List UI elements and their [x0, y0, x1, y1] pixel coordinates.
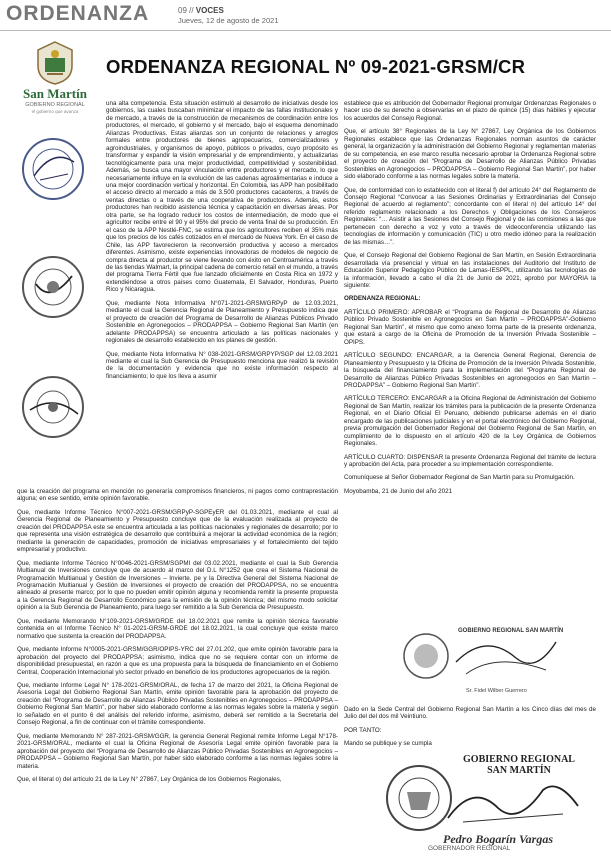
article-3: ARTÍCULO TERCERO: ENCARGAR a la Oficina Regional de Administración del Gobierno Regional de San Martín, realizar los trámites para la publicación de la presente Ordenanza Regional, en el Diario Oficial El Peruano, debiendo publicarse además en el diario encargado de las publicaciones judiciales y en el portal electrónico del Gobierno Regional, previa promulgación del Gobernador Regional del Gobierno Regional de San Martín, en cumplimiento de lo dispuesto en el artículo 420 de la Ley Orgánica de Gobiernos Regionales. [344, 395, 596, 448]
article-1: ARTÍCULO PRIMERO: APROBAR el “Programa de Regional de Desarrollo de Alianzas Público Privado Sostenible en Agronegocios en San Martín – PRODAPPSA”-Gobierno Regional San Martín”, el mismo que como anexo forma parte de la presente ordenanza, que estará a cargo de la Oficina de Promoción de la Inversión Privada Sostenible – OPIPS. [344, 308, 596, 346]
seal-stamp-3 [20, 374, 86, 440]
governor-signature-block [383, 752, 583, 852]
paragraph: una alta competencia. Esta situación estimuló al desarrollo de iniciativas desde los gobiernos, las cuales buscaban minimizar el impacto de las fallas institucionales y de mercado, a través de la construcción de mecanismos de coordinación entre los productores, el mercado, el gobierno y el mercado, bajo el esquema denominado Alianzas Productivas. Estas alianzas son un conjunto de relaciones y arreglos formales entre productores de bienes agropecuarios, comercializadores y agroindustriales, y organismos de apoyo, públicos o privados, cuyo propósito es transformar y expandir la visión empresarial y de emprendimiento, y actualizarlas tecnológicamente para una mejor productividad, competitividad y sostenibilidad. Además, se busca una mayor vinculación entre productores y el mercado, lo que necesariamente influye en la evolución de las cadenas agroalimentarias e induce a una mejor coordinación vertical y horizontal. En Colombia, las APP han posibilitado el acceso directo al mercado a más de 3.500 productores cacaoteros, a través de ventas directas o a través de una cooperativa de productores. Además, estos productores han recibido asistencia técnica y capacitación en diversas áreas. Por otra parte, se ha logrado reducir los costos de intermediación, de modo que el agricultor recibe entre el 90 y el 95% del precio de venta final de su producción. En el caso de la APP Nestlé-FNC, se estima que los agricultores reciben el 35% más que los precios de los cafés cotizados en el mercado de Nueva York. En el caso de Chile, las APP favorecieron la reconversión productiva y acceso a mercados diferentes. Asimismo, existe experiencias innovadoras de modelos de negocio de compra directa al productor se viene llevando con éxito en Centroamérica a través de las tiendas Walmart, la principal cadena de comercio retail en el mundo, a través del programa Tierra Fértil que fue lanzado oficialmente en Costa Rica en 1972 y extendiéndose a otros países como Guatemala, El Salvador, Honduras, Puerto Rico y Nicaragua. [106, 100, 338, 294]
paragraph: Que, mediante Informe Técnico N°007-2021-GRSM/GRPyP-SGPEyER del 01.03.2021, mediante el cual al Gerencia Regional de Planeamiento y Presupuesto concluye que de la evaluación realizada al proyecto de creación del PRODAPPSA este se encuentra articulada a las políticas nacionales y regionales de desarrollo; por lo que representa una visión estratégica de desarrollo que contribuirá a mejorar la actividad económica de la región; mediante la generación de capacidades, promoción de iniciativas empresariales y el fortalecimiento del tejido empresarial y productivo. [17, 508, 338, 554]
left-column [106, 100, 338, 386]
issue-line [178, 6, 224, 15]
gov-name: San Martín [23, 86, 87, 101]
gov-tagline: el gobierno que avanza [31, 109, 79, 114]
paragraph: Comuníquese al Señor Gobernador Regional de San Martín para su Promulgación. [344, 474, 575, 482]
paragraph: Que, mediante Nota Informativa N° 038-2021-GRSM/GRPYP/SGP del 12.03.2021 mediante el cual la Sub Gerencia de Presupuesto menciona que realizó la revisión de la documentación y evidencia que no existe información respecto al financiamiento; lo que los lleva a asumir [106, 350, 338, 380]
governor-name: Pedro Bogarín Vargas [443, 832, 554, 846]
section-heading: ORDENANZA REGIONAL: [344, 295, 421, 303]
paragraph: Que, mediante Nota Informativa N°071-2021-GRSM/GRPyP de 12.03.2021, mediante el cual la Gerencia Regional de Planeamiento y Presupuesto indica que el proyecto de creación del Programa de Desarrollo de Alianzas Públicos Privado Sostenible en Agronegocios – PRODAPPSA – Gobierno Regional San Martín (en adelante PRODAPPSA) se encuentra articulado a las políticas nacionales y regionales de desarrollo establecido en los planes de gestión. [106, 299, 338, 345]
paragraph: Que, el literal o) del artículo 21 de la Ley N° 27867, Ley Orgánica de los Gobiernos Regionales, [17, 775, 282, 783]
paragraph: Que, mediante Informe Legal N° 178-2021-GRSM/ORAL, de fecha 17 de marzo del 2021, la Oficina Regional de Asesoría Legal del Gobierno Regional San Martín, emite opinión favorable para la aprobación del proyecto de creación del “Programa de Desarrollo de Alianzas Público Privadas Sostenibles en Agronegocios – PRODAPPSA – Gobierno Regional San Martín”, por haber sido elaborado conforme a las normas legales sobre la materia y según lo señalado en el punto 6 del análisis del referido informe, asimismo, deberá ser remitido a la Secretaría del Consejo Regional, a fin de continuar con el trámite correspondiente. [17, 681, 338, 727]
left-column-continued [17, 488, 338, 789]
paragraph: Que, el artículo 38° Regionales de la Ley N° 27867, Ley Orgánica de los Gobiernos Regionales establece que las Ordenanzas Regionales norman asuntos de carácter general, la organización y la administración del Gobierno Regional y reglamentan materias de su competencia, en ese marco resulta necesario aprobar la Ordenanza Regional sobre el proyecto de creación del “Programa de Desarrollo de Alianzas Público Privadas Sostenibles en Agronegocios – PRODAPPSA – Gobierno Regional San Martín”, por haber sido elaborado conforme a las normas legales sobre la materia. [344, 128, 596, 181]
page-number: 09 // [178, 6, 196, 15]
council-signer: Sr. Fidel Wilber Guerrero [466, 688, 527, 694]
masthead [0, 0, 611, 28]
place-date: Moyobamba, 21 de Junio del año 2021 [344, 487, 453, 495]
paragraph: Que, mediante Informe Técnico N°0046-2021-GRSM/SGPMI del 03.02.2021, mediante el cual la Sub Gerencia Multianual de Inversiones concluye que de acuerdo al marco del D.L N°1252 que crea el Sistema Nacional de Programación Multianual y Gestión de Inversiones – Invierte. pe y la Directiva General del Sistema Nacional de Programación Multianual y Gestión de Inversiones el proyecto de creación del PRODAPPSA, no se encuentra alineado al presente marco; por lo que no pueden emitir opinión alguna y recomienda remitir la presente propuesta a la Gerencia Regional de Desarrollo Económico para la emisión de la opinión técnica; del mismo modo solicitar opinión a la Sub Gerencia de Planeamiento, para luego ser remitido a la Sub Gerencia de Presupuesto. [17, 559, 338, 612]
council-signature-block [396, 622, 566, 702]
page-title: ORDENANZA REGIONAL Nº 09-2021-GRSM/CR [106, 56, 526, 77]
paragraph: Que, mediante Memorando N° 287-2021-GRSM/GGR, la gerencia General Regional remite Informe Legal N°178-2021-GRSM/ORAL, mediante el cual la Oficina Regional de Asesoría Legal emite opinión favorable para la aprobación del proyecto del “Programa de Desarrollo de Alianzas Público Privadas Sostenibles en Agronegocios – PRODAPPSA – Gobierno Regional San Martín, por haber sido elaborado conforme a las normas legales sobre la materia. [17, 732, 338, 770]
seal-stamp-1 [20, 136, 86, 202]
promulgation-text [344, 706, 596, 754]
paragraph: Dado en la Sede Central del Gobierno Regional San Martín a los Cinco días del mes de Julio del del dos mil Veintiuno. [344, 706, 596, 721]
paragraph: POR TANTO: [344, 726, 382, 734]
paragraph: Que, el Consejo Regional del Gobierno Regional de San Martín, en Sesión Extraordinaria desarrollada vía presencial y virtual en las instalaciones del Auditorio del Instituto de Educación Superior Pedagógico Público de Lamas-IESPPL, utilizando las tecnologías de la información, llevado a cabo el día 21 de Junio de 2021, aprobó por MAYORIA la siguiente: [344, 252, 596, 289]
right-column [344, 100, 596, 501]
governor-signature-icon [443, 778, 583, 828]
governor-stamp-text: GOBIERNO REGIONAL SAN MARTÍN [463, 754, 575, 776]
paragraph: Mando se publique y se cumpla [344, 740, 432, 748]
governor-role: GOBERNADOR REGIONAL [428, 845, 511, 852]
paragraph: establece que es atribución del Gobernador Regional promulgar Ordenanzas Regionales o hacer uso de su derecho a observarlas en el plazo de quince (15) días hábiles y ejecutar los acuerdos del Consejo Regional. [344, 100, 596, 122]
regional-government-logo [32, 40, 78, 86]
paragraph: Que, de conformidad con lo establecido con el literal f) del artículo 24° del Reglamento de Consejo Regional “Convocar a las Sesiones Ordinarias y Extraordinarias del Consejo Regional de acuerdo al reglamento”; concordante con el literal n) del artículo 14° del referido reglamento relacionado a los Derechos y Obligaciones de los Consejeros Regionales: “… Asistir a las Sesiones del Consejo Regional y de las comisiones a las que pertenecen con derecho a voz y voto a través de videoconferencia utilizando las tecnologías de información y comunicación (TIC) u otro medio idóneo para la realización de las mismas…”. [344, 186, 596, 246]
article-4: ARTÍCULO CUARTO: DISPENSAR la presente Ordenanza Regional del trámite de lectura y aprobación del Acta, para proceder a su implementación correspondiente. [344, 453, 596, 469]
paragraph: Que, mediante Informe N°0005-2021-GRSM/GGR/OPIPS-YRC del 27.01.202, que emite opinión favorable para la aprobación del proyecto del PRODAPPSA; asimismo, indica que no se requiere contar con un informe de disponibilidad presupuestal, en razón a que es una propuesta para la búsqueda de financiamiento en el Gobierno Central, Cooperación Internacional y/o sector privado en beneficio de los productores agropecuarios de la región. [17, 646, 338, 676]
gov-subtitle: GOBIERNO REGIONAL [25, 102, 85, 108]
seal-stamp-2 [20, 254, 86, 320]
section-name: VOCES [195, 6, 224, 15]
newspaper-brand: ORDENANZA [6, 2, 150, 25]
article-2: ARTÍCULO SEGUNDO: ENCARGAR, a la Gerencia General Regional, Gerencia de Planeamiento y Presupuesto y la Oficina de Promoción de la Inversión Privada Sostenible, la búsqueda del financiamiento para la implementación del “Programa Regional de Desarrollo de Alianzas Público Privadas Sostenibles en agronegocios en San Martín – PRODAPPSA” – Gobierno Regional San Martín”. [344, 352, 596, 389]
publication-date: Jueves, 12 de agosto de 2021 [178, 16, 279, 25]
masthead-divider [0, 30, 611, 31]
council-stamp-text: GOBIERNO REGIONAL SAN MARTÍN [458, 628, 564, 634]
paragraph: Que, mediante Memorando N°109-2021-GRSM/GRDE del 18.02.2021 que remite la opinión técnica favorable contenida en el Informe Técnico N° 01-2021-GRSM-GRDE del 18.02.2021, la cual concluye que existe marco normativo que sustenta la creación del PRODAPPSA. [17, 617, 338, 640]
paragraph: que la creación del programa en mención no generaría compromisos financieros, ni pagos como contraprestación alguna; en ese sentido, emite opinión favorable. [17, 488, 338, 503]
